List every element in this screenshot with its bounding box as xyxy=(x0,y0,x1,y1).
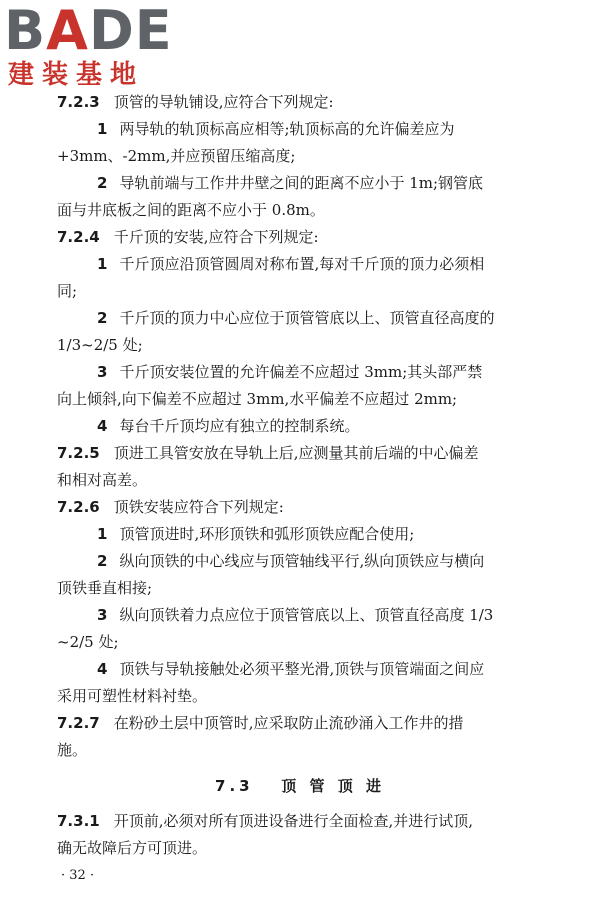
list-item: 2 纵向顶铁的中心线应与顶管轴线平行,纵向顶铁应与横向 xyxy=(97,552,485,570)
list-item: 1 千斤顶应沿顶管圆周对称布置,每对千斤顶的顶力必须相 xyxy=(97,255,485,273)
list-item: 4 每台千斤顶均应有独立的控制系统。 xyxy=(97,417,360,435)
list-item: 4 顶铁与导轨接触处必须平整光滑,顶铁与顶管端面之间应 xyxy=(97,660,485,678)
list-item-continuation: 顶铁垂直相接; xyxy=(57,579,153,597)
list-item: 1 顶管顶进时,环形顶铁和弧形顶铁应配合使用; xyxy=(97,525,415,543)
list-item-continuation: 采用可塑性材料衬垫。 xyxy=(57,687,208,705)
logo-wordmark: BADE xyxy=(4,0,173,62)
clause-7-2-5: 7.2.5 顶进工具管安放在导轨上后,应测量其前后端的中心偏差 xyxy=(57,444,479,462)
list-item-continuation: 向上倾斜,向下偏差不应超过 3mm,水平偏差不应超过 2mm; xyxy=(57,390,458,408)
clause-7-2-6: 7.2.6 顶铁安装应符合下列规定: xyxy=(57,498,284,516)
list-item-continuation: +3mm、-2mm,并应预留压缩高度; xyxy=(57,147,296,165)
list-item-continuation: 1/3~2/5 处; xyxy=(57,336,143,354)
list-item-continuation: ~2/5 处; xyxy=(57,633,119,651)
logo-chinese-text: 建装基地 xyxy=(8,60,145,90)
list-item: 1 两导轨的轨顶标高应相等;轨顶标高的允许偏差应为 xyxy=(97,120,455,138)
list-item: 3 纵向顶铁着力点应位于顶管管底以上、顶管直径高度 1/3 xyxy=(97,606,494,624)
list-item: 2 导轨前端与工作井井壁之间的距离不应小于 1m;钢管底 xyxy=(97,174,484,192)
clause-7-2-7: 7.2.7 在粉砂土层中顶管时,应采取防止流砂涌入工作井的措 xyxy=(57,714,464,732)
list-item-continuation: 面与井底板之间的距离不应小于 0.8m。 xyxy=(57,201,325,219)
clause-7-2-4: 7.2.4 千斤顶的安装,应符合下列规定: xyxy=(57,228,319,246)
list-item: 3 千斤顶安装位置的允许偏差不应超过 3mm;其头部严禁 xyxy=(97,363,483,381)
clause-continuation: 确无故障后方可顶进。 xyxy=(57,839,208,857)
list-item-continuation: 同; xyxy=(57,282,78,300)
clause-continuation: 和相对高差。 xyxy=(57,471,148,489)
list-item: 2 千斤顶的顶力中心应位于顶管管底以上、顶管直径高度的 xyxy=(97,309,495,327)
clause-7-3-1: 7.3.1 开顶前,必须对所有顶进设备进行全面检查,并进行试顶, xyxy=(57,812,474,830)
bade-logo xyxy=(4,0,174,92)
clause-7-2-3: 7.2.3 顶管的导轨铺设,应符合下列规定: xyxy=(57,93,334,111)
clause-continuation: 施。 xyxy=(57,741,88,759)
section-heading: 7.3 顶 管 顶 进 xyxy=(215,777,385,795)
page-number: · 32 · xyxy=(61,868,95,883)
